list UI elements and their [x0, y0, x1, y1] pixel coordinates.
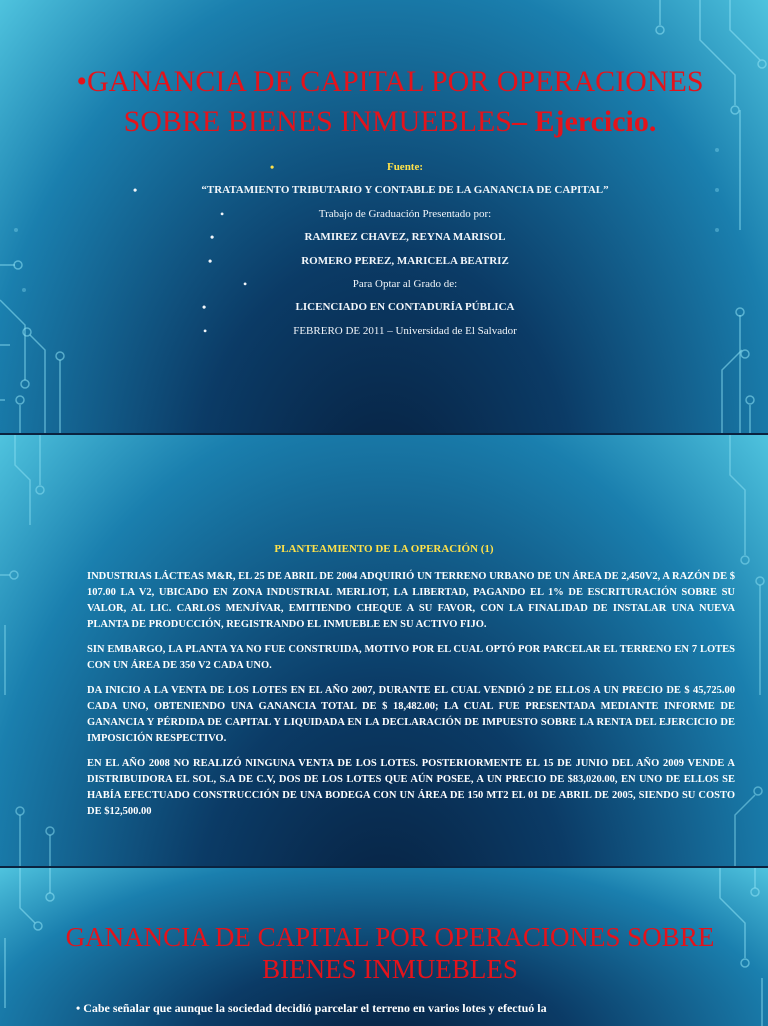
- paragraph-text: Cabe señalar que aunque la sociedad decidió parcelar el terreno en varios lotes y efectuó la: [83, 1001, 547, 1015]
- source-item: • ROMERO PEREZ, MARICELA BEATRIZ: [120, 250, 690, 273]
- bullet-dot-icon: •: [208, 253, 213, 268]
- bullet-dot-icon: •: [203, 323, 208, 338]
- source-item: • Trabajo de Graduación Presentado por:: [120, 203, 690, 226]
- bullet-dot-icon: •: [270, 160, 275, 174]
- source-item: • “TRATAMIENTO TRIBUTARIO Y CONTABLE DE LA GANANCIA DE CAPITAL”: [120, 179, 690, 202]
- source-item: • LICENCIADO EN CONTADURÍA PÚBLICA: [120, 296, 690, 319]
- source-item: • RAMIREZ CHAVEZ, REYNA MARISOL: [120, 226, 690, 249]
- paragraph: SIN EMBARGO, LA PLANTA YA NO FUE CONSTRUIDA, MOTIVO POR EL CUAL OPTÓ POR PARCELAR EL TERRENO EN 7 LOTES CON UN ÁREA DE 350 V2 CADA UNO.: [87, 644, 735, 671]
- paragraph: EN EL AÑO 2008 NO REALIZÓ NINGUNA VENTA DE LOS LOTES. POSTERIORMENTE EL 15 DE JUNIO DEL AÑO 2009 VENDE A DISTRIBUIDORA EL SOL, S.A DE C.V, DOS DE LOS LOTES QUE AÚN POSEE, A UN PRECIO DE $83,020.00, EN UNO DE ELLOS SE HABÍA EFECTUADO CONSTRUCCIÓN DE UNA BODEGA CON UN ÁREA DE 150 MT2 EL 01 DE ABRIL DE 2005, SIENDO SU COSTO DE $12,500.00: [87, 758, 735, 817]
- bullet-dot-icon: •: [210, 230, 215, 245]
- slide-1-title: [60, 62, 720, 142]
- paragraph: INDUSTRIAS LÁCTEAS M&R, EL 25 DE ABRIL DE 2004 ADQUIRIÓ UN TERRENO URBANO DE UN ÁREA DE 2,450V2, A RAZÓN DE $ 107.00 LA V2, UBICADO EN ZONA INDUSTRIAL MERLIOT, LA LIBERTAD, PAGANDO EL 1% DE ESCRITURACIÓN SOBRE SU VALOR, AL LIC. CARLOS MENJÍVAR, EMITIENDO CHEQUE A SU FAVOR, CON LA FINALIDAD DE INSTALAR UNA NUEVA PLANTA DE PRODUCCIÓN, REGISTRANDO EL INMUEBLE EN SU ACTIVO FIJO.: [87, 571, 735, 630]
- title-bullet: •: [76, 65, 87, 98]
- source-item: • Para Optar al Grado de:: [120, 273, 690, 296]
- source-list: [120, 156, 690, 343]
- source-item: • FEBRERO DE 2011 – Universidad de El Salvador: [120, 320, 690, 343]
- paragraph: [76, 998, 736, 1018]
- slide-3-title: GANANCIA DE CAPITAL POR OPERACIONES SOBRE BIENES INMUEBLES: [65, 922, 715, 984]
- title-suffix: – Ejercicio.: [511, 105, 657, 138]
- slide-1: [0, 0, 768, 433]
- operation-subtitle: PLANTEAMIENTO DE LA OPERACIÓN (1): [274, 543, 494, 555]
- bullet-dot-icon: •: [133, 183, 138, 198]
- paragraph: DA INICIO A LA VENTA DE LOS LOTES EN EL AÑO 2007, DURANTE EL CUAL VENDIÓ 2 DE ELLOS A UN PRECIO DE $ 45,725.00 CADA UNO, OBTENIENDO UNA GANANCIA TOTAL DE $ 18,482.00; LA CUAL FUE PRESENTADA MEDIANTE INFORME DE GANANCIA Y PÉRDIDA DE CAPITAL Y LIQUIDADA EN LA DECLARACIÓN DE IMPUESTO SOBRE LA RENTA DEL EJERCICIO DE IMPOSICIÓN RESPECTIVO.: [87, 685, 735, 744]
- bullet-dot-icon: •: [202, 300, 207, 315]
- bullet-dot-icon: •: [220, 206, 225, 221]
- bullet-dot-icon: •: [76, 1001, 81, 1015]
- bullet-dot-icon: •: [243, 276, 248, 291]
- slide-3: [0, 866, 768, 1026]
- title-main: GANANCIA DE CAPITAL POR OPERACIONES SOBRE BIENES INMUEBLES: [86, 65, 704, 138]
- source-item: • Fuente:: [120, 156, 690, 179]
